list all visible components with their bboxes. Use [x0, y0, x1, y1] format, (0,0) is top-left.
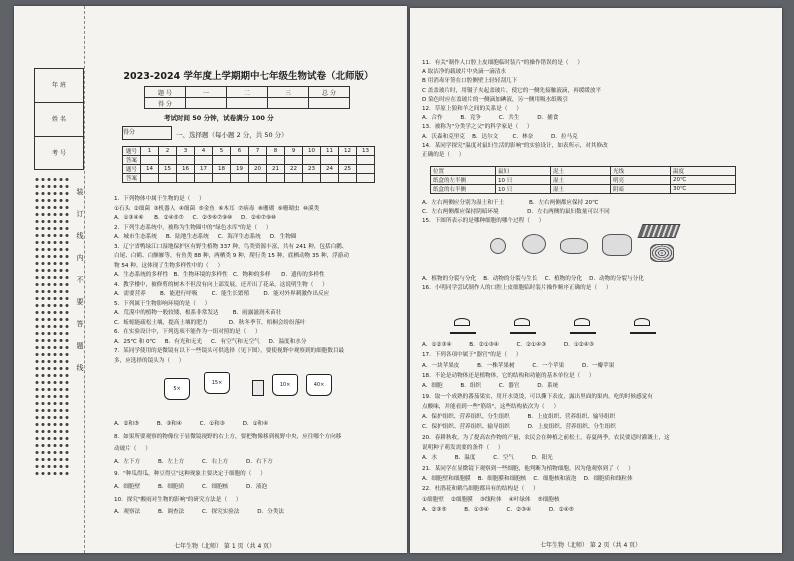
page-footer: 七年生物（北师） 第 1 页（共 4 页） — [174, 543, 276, 550]
question-line: 22．杜鹃花和鹤鸟细胞都具有的结构是（ ） — [422, 486, 539, 493]
answer-cell[interactable] — [339, 174, 357, 183]
hand-step-icon — [450, 318, 476, 334]
answer-grid-label: 题号 — [123, 147, 141, 156]
name-field[interactable]: 姓 名 — [35, 103, 83, 137]
exam-number-bubbles[interactable] — [34, 176, 70, 476]
exam-page-2 — [410, 8, 782, 553]
question-line: A．②和⑤ B．③和④ C．①和③ D．①和④ — [114, 421, 269, 427]
answer-cell[interactable]: 3 — [177, 147, 195, 156]
question-line: A．沃森和克里克 B．达尔文 C．林奈 D．拉马克 — [422, 133, 578, 140]
answer-cell[interactable]: 14 — [141, 165, 159, 174]
answer-cell[interactable]: 18 — [213, 165, 231, 174]
hand-step-icon — [630, 318, 656, 334]
question-line: 16．小明同学尝试制作人的口腔上皮细胞临时装片操作顺序正确的是（ ） — [422, 285, 612, 292]
answer-cell[interactable] — [357, 156, 375, 165]
lens-2: 15× — [204, 372, 230, 394]
answer-cell[interactable]: 25 — [339, 165, 357, 174]
answer-cell[interactable]: 20 — [249, 165, 267, 174]
question-line: 2．下列生态系统中，被称为生物圈中的"绿色水库"的是（ ） — [114, 224, 272, 231]
answer-cell[interactable] — [195, 156, 213, 165]
question-line: 9．"种瓜得瓜，种豆得豆"这种现象主要决定于细胞的（ ） — [114, 471, 266, 478]
seal-line-text: 装 订 线 内 不 要 答 题 线 — [76, 188, 84, 372]
question-line: 14．某同学探究"温度对鼠妇生活的影响"的实验设计，如表所示，对其修改 — [422, 142, 608, 149]
answer-cell[interactable]: 16 — [177, 165, 195, 174]
question-line: 点酸味，并能看到一些"筋络"，这些结构依次为（ ） — [422, 403, 560, 410]
answer-cell[interactable] — [195, 174, 213, 183]
question-line: A．细胞壁和细胞膜 B．细胞膜和细胞核 C．细胞核和液泡 D．细胞质和线粒体 — [422, 475, 633, 482]
answer-grid-label: 题号 — [123, 165, 141, 174]
question-line: 7．某同学使用的是微镜有以下一些镜头可供选择（见下图），要使视野中观察到的细胞数目最 — [114, 348, 345, 354]
answer-cell[interactable] — [321, 156, 339, 165]
question-line: B 用消毒牙签在口腔侧壁上轻轻刮几下 — [422, 78, 518, 85]
question-line: 1．下列物体中属于生物的是（ ） — [114, 196, 205, 202]
class-field[interactable]: 年 班 — [35, 69, 83, 103]
question-line: A．生态系统的多样性 B．生物环境的多样性 C．物种的多样 D．遗传的多样性 — [114, 272, 325, 278]
answer-cell[interactable] — [267, 174, 285, 183]
exam-page-1 — [14, 6, 407, 553]
answer-cell[interactable] — [357, 165, 375, 174]
question-line: A．①③④⑥ B．②④⑤⑦ C．②⑤⑥⑦⑨⑩ D．②⑥⑦⑨⑩ — [114, 215, 276, 221]
answer-cell[interactable]: 23 — [303, 165, 321, 174]
question-line: 正确的是（ ） — [422, 152, 465, 158]
lens-3 — [252, 380, 264, 396]
answer-cell[interactable] — [321, 174, 339, 183]
tissue-icon — [650, 244, 674, 262]
question-line: C 盖盖玻片时，用镊子夹起盖玻片，使它的一侧先接触液滴，再缓缓放平 — [422, 87, 602, 94]
question-line: D 染色时应在盖玻片的一侧滴加碘液，另一侧用吸水纸吸引 — [422, 96, 568, 103]
section-score-box: 得分 — [122, 126, 172, 140]
question-line: 17．下列各项中属于"器官"的是（ ） — [422, 352, 522, 359]
question-line: 多，应选择的镜头为（ ） — [114, 357, 185, 364]
page-footer: 七年生物（北师） 第 2 页（共 4 页） — [540, 542, 642, 549]
question-line: A．②③⑤ B．①③④ C．②③④ D．②④⑤ — [422, 506, 574, 513]
answer-cell[interactable] — [231, 156, 249, 165]
question-line: A．合作 B．竞争 C．共生 D．捕食 — [422, 115, 559, 122]
question-line: A．荒漠中的植物一般较矮，根系非常发达 B．雨露滋润禾苗壮 — [114, 310, 282, 316]
answer-cell[interactable]: 9 — [285, 147, 303, 156]
answer-cell[interactable]: 13 — [357, 147, 375, 156]
lens-4: 10× — [272, 374, 298, 396]
answer-cell[interactable]: 15 — [159, 165, 177, 174]
answer-cell[interactable] — [177, 174, 195, 183]
answer-cell[interactable]: 21 — [267, 165, 285, 174]
question-line: A．观察法 B．调查法 C．探究实验法 D．分类法 — [114, 509, 284, 516]
lens-1: 5× — [164, 378, 190, 400]
question-line: 21．某同学在显微镜下观察到一些细胞，他判断为植物细胞，因为他观察到了（ ） — [422, 465, 634, 472]
cell-icon — [560, 238, 588, 254]
question-line: A．保护组织、营养组织、分生组织 B．上皮组织、营养组织、输导组织 — [422, 414, 616, 421]
exam-info: 考试时间 50 分钟，试卷满分 100 分 — [164, 114, 274, 122]
question-line: C．蚯蚓能疏松土壤，提高土壤的肥力 D．秋冬季节，梧桐会纷纷落叶 — [114, 319, 306, 326]
answer-cell[interactable]: 12 — [339, 147, 357, 156]
answer-cell[interactable] — [213, 174, 231, 183]
question-line: 13．被称为"分类学之父"的科学家是（ ） — [422, 124, 533, 131]
question-line: 12．草原上狼和羊之间的关系是（ ） — [422, 106, 522, 112]
answer-cell[interactable]: 24 — [321, 165, 339, 174]
answer-cell[interactable] — [213, 156, 231, 165]
question-line: 动玻片（ ） — [114, 446, 151, 453]
answer-cell[interactable]: 8 — [267, 147, 285, 156]
answer-cell[interactable]: 17 — [195, 165, 213, 174]
exam-number-field[interactable]: 考 号 — [52, 150, 66, 157]
exam-title: 2023-2024 学年度上学期期中七年级生物试卷（北师版） — [123, 71, 374, 82]
binding-margin — [14, 6, 85, 553]
answer-cell[interactable] — [339, 156, 357, 165]
hand-step-icon — [510, 318, 536, 334]
question-line: 18．不论是动物体还是植物体，它的结构和功能的基本单位是（ ） — [422, 372, 595, 379]
question-line: A．25℃ 和 0℃ B．有光和无光 C．有空气和无空气 D．温度和水分 — [114, 338, 307, 345]
question-line: 11．有关"制作人口腔上皮细胞临时装片"的操作错误的是（ ） — [422, 60, 583, 66]
answer-cell[interactable] — [303, 156, 321, 165]
answer-grid-label: 答案 — [123, 156, 141, 165]
student-info-box — [34, 68, 84, 170]
question-line: 物 54 种。这体现了生物多样性中的（ ） — [114, 262, 224, 269]
answer-cell[interactable]: 22 — [285, 165, 303, 174]
question-line: C．保护组织、营养组织、输导组织 D．上皮组织、营养组织、分生组织 — [422, 424, 616, 431]
answer-cell[interactable] — [141, 156, 159, 165]
cell-icon — [522, 234, 546, 254]
question-line: C．左右两侧都应保持阴暗环境 D．左右两侧的鼠妇数量可以不同 — [422, 209, 610, 216]
answer-cell[interactable]: 5 — [213, 147, 231, 156]
question-line: A．植物的分裂与分化 B．动物的分裂与生长 C．植物的分化 D．动物的分裂与分化 — [422, 276, 644, 282]
answer-cell[interactable] — [249, 156, 267, 165]
cell-icon — [490, 238, 506, 254]
question-line: 19．取一个成熟的番茄果实，用开水烫烫，可以撕下表皮，露出里面的果肉，吃的时候感觉有 — [422, 393, 653, 400]
answer-cell[interactable] — [267, 156, 285, 165]
question-line: 8．如果所要观察的物像位于显微镜视野的右上方，要把物像移到视野中央，应往哪个方向移 — [114, 433, 342, 440]
answer-cell[interactable] — [231, 174, 249, 183]
answer-cell[interactable] — [249, 174, 267, 183]
answer-cell[interactable] — [159, 156, 177, 165]
question-line: A．水 B．温度 C．空气 D．阳光 — [422, 455, 553, 462]
question-line: 5．下列属于生物影响环境的是（ ） — [114, 300, 211, 307]
lens-5: 40× — [306, 374, 332, 396]
answer-cell[interactable] — [357, 174, 375, 183]
answer-cell[interactable] — [285, 156, 303, 165]
question-line: 15．下图所表示的是哪种细胞的哪个过程（ ） — [422, 218, 545, 225]
hand-step-icon — [570, 318, 596, 334]
cell-icon — [602, 234, 632, 256]
question-line: 白尾、白鹤、白额雁等，有鱼类 88 种，两栖类 9 种，爬行类 15 种，底栖动物 35 种，浮游动 — [114, 253, 349, 259]
section-1-title: 一、选择题（每小题 2 分，共 50 分） — [176, 131, 288, 139]
experiment-table: 位置 鼠妇 泥土 光线 温度 纸盒的左半侧 10 只 湿土 明亮 20℃ 纸盒的右半侧 10 只 湿土 阴暗 30℃ — [430, 166, 736, 194]
question-line: 3．辽宁省鸭绿江口湿地保护区有野生植物 337 种，鸟类资源丰富，共有 241 种，包括白鹳、 — [114, 243, 348, 250]
answer-cell[interactable]: 7 — [249, 147, 267, 156]
question-line: A．左下方 B．左上方 C．右上方 D．右下方 — [114, 458, 273, 465]
question-line: 10．探究"酸雨对生物的影响"的研究方法是（ ） — [114, 496, 242, 503]
question-line: A 取洁净的载玻片中央滴一滴清水 — [422, 69, 506, 76]
question-line: 20．春耕秋收，为了提高农作物的产量，农民会在种植之前松土，春夏两季，农民要适时灌溉土，这 — [422, 434, 670, 441]
question-line: 6．在实验设计中，下列选项不能作为一组对照的是（ ） — [114, 329, 261, 335]
answer-cell[interactable] — [159, 174, 177, 183]
question-line: A．细胞 B．组织 C．器官 D．系统 — [422, 383, 559, 390]
question-line: A．城市生态系统 B．陆地生态系统 C．海洋生态系统 D．生物圈 — [114, 234, 297, 240]
question-line: 说明种子萌发需要的条件（ ） — [422, 445, 504, 451]
answer-grid[interactable] — [122, 146, 375, 183]
answer-cell[interactable]: 1 — [141, 147, 159, 156]
answer-cell[interactable] — [177, 156, 195, 165]
question-line: 4．教学楼中，被修剪的树木不但没有向上部发展，还开出了花朵，这说明生物（ ） — [114, 281, 328, 288]
question-line: ①石头 ②细菌 ③机器人 ④细菌 ⑤金鱼 ⑥木耳 ⑦病毒 ⑧珊瑚 ⑨珊瑚虫 ⑩溪类 — [114, 205, 320, 212]
question-line: A．一块苹果皮 B．一株苹果树 C．一个苹果 D．一瓣苹果 — [422, 362, 615, 369]
question-line: A．细胞壁 B．细胞质 C．细胞核 D．液泡 — [114, 484, 268, 490]
question-line: ①细胞壁 ②细胞膜 ③线粒体 ④叶绿体 ⑤细胞核 — [422, 496, 560, 503]
question-line: A．左右两侧应分别为湿土和干土 B．左右两侧都应保持 20℃ — [422, 200, 599, 206]
answer-cell[interactable]: 10 — [303, 147, 321, 156]
question-line: A．需要营养 B．能进行呼吸 C．能生长繁殖 D．能对外界刺激作出反应 — [114, 291, 330, 297]
answer-grid-label: 答案 — [123, 174, 141, 183]
answer-cell[interactable]: 11 — [321, 147, 339, 156]
question-line: A．①②③④ B．②①③④ C．②①④③ D．①②④③ — [422, 342, 594, 348]
answer-cell[interactable]: 4 — [195, 147, 213, 156]
answer-cell[interactable] — [303, 174, 321, 183]
answer-cell[interactable]: 19 — [231, 165, 249, 174]
answer-cell[interactable]: 6 — [231, 147, 249, 156]
answer-cell[interactable] — [141, 174, 159, 183]
score-table: 题 号 一 二 三 总 分 得 分 — [144, 86, 350, 109]
answer-cell[interactable] — [285, 174, 303, 183]
tissue-icon — [637, 224, 680, 238]
answer-cell[interactable]: 2 — [159, 147, 177, 156]
